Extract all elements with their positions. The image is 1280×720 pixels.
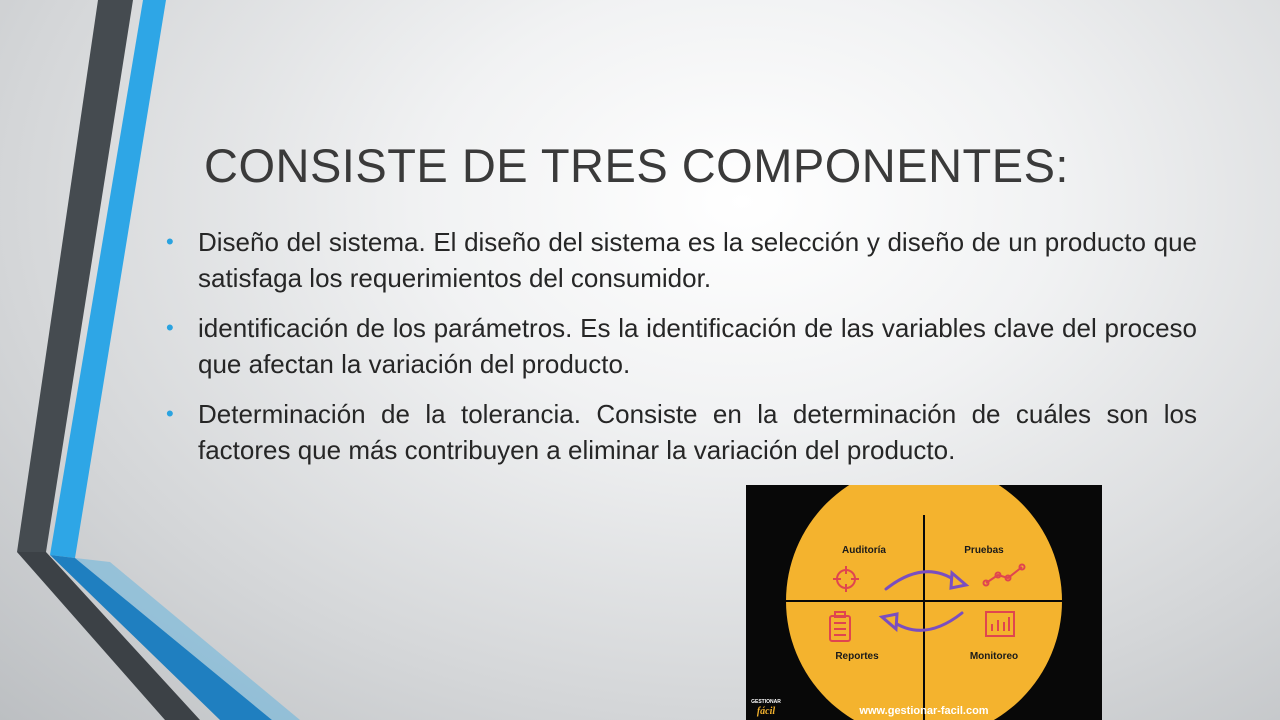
bullet-icon: • <box>166 315 174 340</box>
infographic-url: www.gestionar-facil.com <box>859 705 989 717</box>
quality-control-infographic <box>746 485 1102 720</box>
logo-text-line2: fácil <box>756 706 776 717</box>
bullet-item <box>163 224 1197 296</box>
quadrant-label-reportes: Reportes <box>835 651 879 662</box>
logo-text-line1: GESTIONAR <box>751 699 781 705</box>
quadrant-label-monitoreo: Monitoreo <box>969 651 1019 662</box>
bullet-icon: • <box>166 401 174 426</box>
bullet-icon: • <box>166 229 174 254</box>
bullet-text: Diseño del sistema. El diseño del sistema es la selección y diseño de un producto que satisfaga los requerimientos del consumidor. <box>198 227 1197 293</box>
bullet-list <box>163 224 1197 482</box>
bullet-text: identificación de los parámetros. Es la identificación de las variables clave del proceso que afectan la variación del producto. <box>198 313 1197 379</box>
bullet-item <box>163 310 1197 382</box>
infographic-svg <box>746 485 1102 720</box>
quadrant-label-auditoria: Auditoría <box>842 545 886 556</box>
quadrant-label-pruebas: Pruebas <box>964 545 1004 556</box>
slide-title: CONSISTE DE TRES COMPONENTES: <box>204 139 1069 192</box>
bullet-text: Determinación de la tolerancia. Consiste en la determinación de cuáles son los factores que más contribuyen a eliminar la variación del producto. <box>198 399 1197 465</box>
bullet-item <box>163 396 1197 468</box>
